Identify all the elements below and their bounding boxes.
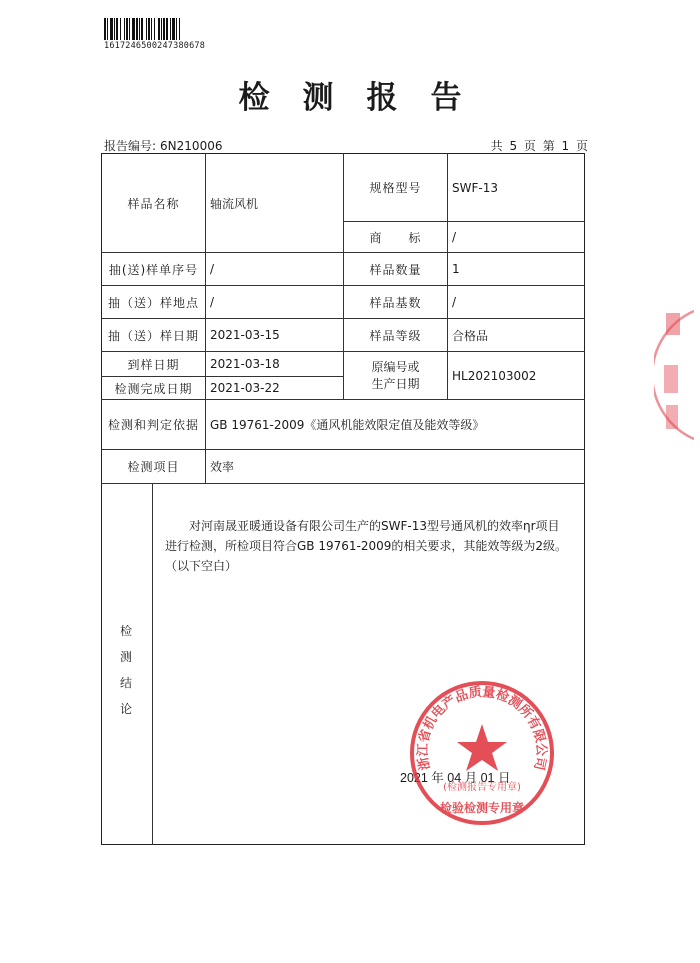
label-conclusion: 检测结论: [119, 624, 132, 716]
barcode: [104, 18, 218, 40]
value-arrival-date: 2021-03-18: [210, 357, 280, 371]
label-test-items: 检测项目: [127, 460, 180, 474]
label-original-no: [344, 352, 447, 399]
conclusion-paragraph: 对河南晟亚暖通设备有限公司生产的SWF-13型号通风机的效率ηr项目进行检测，所检项目符合GB 19761-2009的相关要求，其能效等级为2级。: [165, 519, 568, 553]
label-brand: 商 标: [369, 230, 422, 245]
value-finish-date: 2021-03-22: [210, 381, 280, 395]
label-finish-date: 检测完成日期: [114, 381, 193, 396]
report-number-label: 报告编号:: [104, 139, 157, 153]
edge-seal-icon: [654, 305, 694, 445]
label-sample-seq: 抽(送)样单序号: [108, 262, 199, 277]
value-original-no: HL202103002: [452, 368, 537, 383]
seal-small-text: (检测报告专用章): [443, 782, 521, 793]
label-original-no-line1: 原编号或: [371, 359, 420, 374]
label-original-no-line2: 生产日期: [371, 376, 420, 391]
label-arrival-date: 到样日期: [127, 357, 180, 372]
conclusion-text: [165, 516, 570, 576]
label-spec: 规格型号: [369, 181, 422, 195]
page-title: 检测报告: [238, 80, 495, 116]
value-sample-base: /: [452, 295, 457, 309]
value-brand: /: [452, 230, 457, 244]
value-spec: SWF-13: [452, 180, 498, 195]
label-sample-name: 样品名称: [127, 196, 180, 211]
barcode-number: 1617246500247380678: [104, 41, 206, 51]
seal-star-icon: [457, 724, 507, 771]
value-sample-site: /: [210, 295, 215, 309]
value-test-items: 效率: [210, 460, 235, 474]
value-sample-seq: /: [210, 262, 215, 276]
value-test-basis: GB 19761-2009《通风机能效限定值及能效等级》: [210, 418, 485, 432]
report-number: [104, 137, 222, 154]
report-number-value: 6N210006: [160, 139, 223, 153]
issue-date: 2021 年 04 月 01 日: [400, 771, 511, 785]
label-quantity: 样品数量: [369, 262, 422, 277]
label-sample-date: 抽（送）样日期: [107, 328, 199, 343]
label-test-basis: 检测和判定依据: [107, 418, 199, 432]
value-sample-grade: 合格品: [452, 328, 489, 343]
value-sample-name: 轴流风机: [210, 196, 259, 211]
value-sample-date: 2021-03-15: [210, 328, 280, 342]
value-quantity: 1: [452, 262, 460, 276]
seal-text: 浙江省机电产品质量检测所有限公司: [415, 684, 549, 772]
page-info: 共 5 页 第 1 页: [490, 139, 588, 153]
divider: [101, 483, 585, 484]
label-sample-grade: 样品等级: [369, 328, 422, 343]
seal-inner-text: 检验检测专用章: [439, 801, 525, 815]
conclusion-blank-note: （以下空白）: [165, 559, 238, 573]
divider: [152, 483, 153, 845]
label-sample-base: 样品基数: [369, 295, 422, 310]
label-sample-site: 抽（送）样地点: [107, 295, 199, 310]
official-seal: [407, 678, 557, 828]
